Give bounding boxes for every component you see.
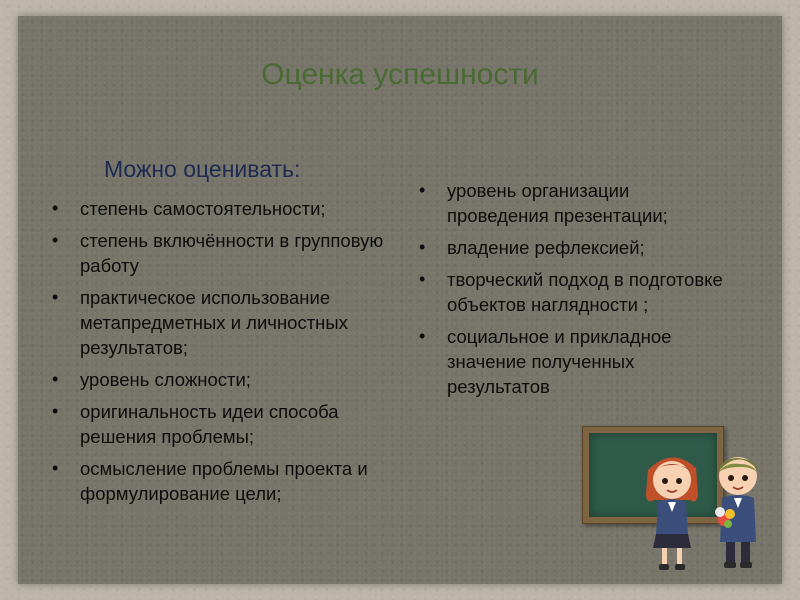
bullet-item xyxy=(48,285,396,360)
bullet-glyph: • xyxy=(52,458,59,478)
bullet-item xyxy=(48,367,396,392)
bullet-glyph: • xyxy=(52,369,59,389)
bullet-text: уровень организации проведения презентации; xyxy=(447,180,668,226)
bullet-text: творческий подход в подготовке объектов наглядности ; xyxy=(447,269,723,315)
bullet-glyph: • xyxy=(419,237,426,257)
right-bullet-list xyxy=(415,178,725,406)
bullet-text: владение рефлексией; xyxy=(447,237,645,258)
bullet-item xyxy=(415,235,725,260)
students-icon xyxy=(640,448,770,578)
bullet-item xyxy=(415,178,725,228)
boy-figure xyxy=(715,457,758,568)
bullet-glyph: • xyxy=(52,230,59,250)
bullet-glyph: • xyxy=(419,180,426,200)
bullet-text: степень самостоятельности; xyxy=(80,198,326,219)
bullet-text: степень включённости в групповую работу xyxy=(80,230,384,276)
left-bullet-list xyxy=(48,196,396,513)
bullet-item xyxy=(415,267,725,317)
bullet-glyph: • xyxy=(419,326,426,346)
bullet-glyph: • xyxy=(52,287,59,307)
bullet-text: социальное и прикладное значение полученных результатов xyxy=(447,326,672,397)
bullet-text: практическое использование метапредметных и личностных результатов; xyxy=(80,287,348,358)
bullet-item xyxy=(48,228,396,278)
bullet-text: оригинальность идеи способа решения проблемы; xyxy=(80,401,339,447)
girl-figure xyxy=(646,457,698,570)
bullet-text: уровень сложности; xyxy=(80,369,251,390)
bullet-item xyxy=(48,456,396,506)
bullet-text: осмысление проблемы проекта и формулирование цели; xyxy=(80,458,368,504)
slide-subtitle: Можно оценивать: xyxy=(104,156,301,182)
bullet-item xyxy=(48,196,396,221)
bullet-glyph: • xyxy=(52,198,59,218)
bullet-glyph: • xyxy=(52,401,59,421)
bullet-glyph: • xyxy=(419,269,426,289)
slide-title: Оценка успешности xyxy=(261,58,539,91)
bullet-item xyxy=(48,399,396,449)
bullet-item xyxy=(415,324,725,399)
